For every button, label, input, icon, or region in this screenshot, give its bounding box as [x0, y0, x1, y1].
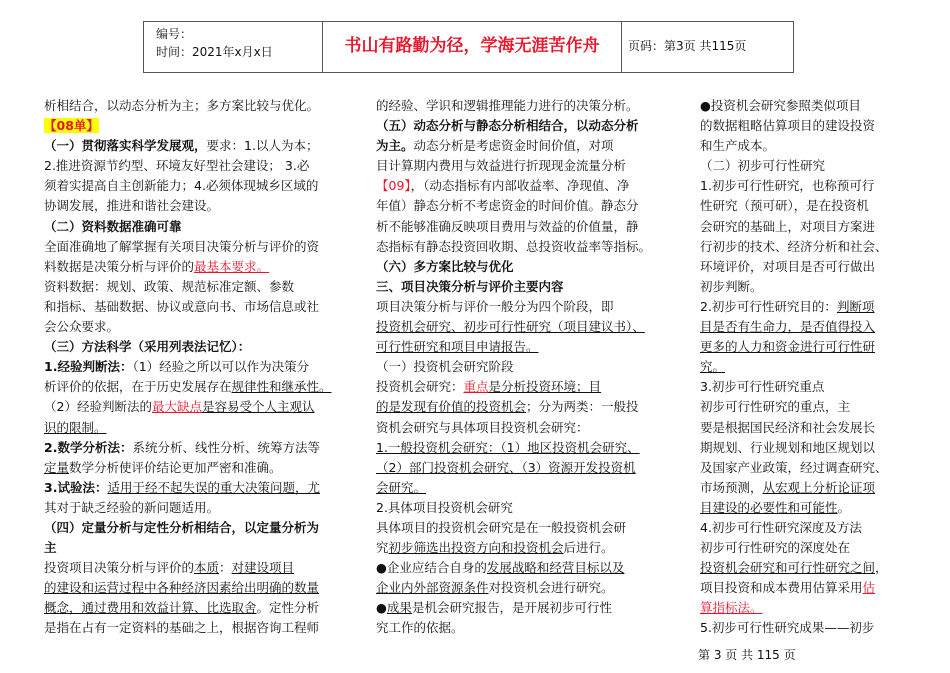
section-heading: （六）多方案比较与优化	[376, 258, 514, 274]
section-heading-cont: 为主。	[376, 138, 414, 154]
text-line: 须着实提高自主创新能力；4.必须体现城乡区域的	[44, 178, 319, 194]
text-line: 2.推进资源节约型、环境友好型社会建设； 3.必	[44, 158, 310, 174]
text-line: 期规划、行业规划和地区规划以	[700, 439, 876, 455]
header-motto: 书山有路勤为径，学海无涯苦作舟	[323, 22, 622, 72]
serial-label: 编号：	[156, 27, 193, 41]
text-line: 是指在占有一定资料的基础之上，根据咨询工程师	[44, 620, 320, 636]
underlined-text: （2）部门投资机会研究、（3）资源开发投资机	[376, 459, 636, 475]
text-line: 性研究（预可研），是在投资机	[700, 198, 869, 214]
underlined-text: 的是发现有价值的投资机会	[376, 399, 527, 415]
text-line: 究工作的依据。	[376, 620, 464, 636]
text-span: （1）经验之所以可以作为决策分	[132, 359, 310, 375]
text-span: ，	[875, 560, 888, 576]
text-line: 行初步的技术、经济分析和社会、	[700, 238, 888, 254]
underlined-text: 判断项	[836, 298, 875, 314]
text-span: ●企业应结合自身的	[376, 560, 487, 576]
underlined-text: 更多的人力和资金进行可行性研	[700, 339, 876, 355]
text-line: 年值）静态分析不考虑资金的时间价值。静态分	[376, 198, 639, 214]
text-span: 料数据是决策分析与评价的	[44, 258, 195, 274]
text-span: 投资机会研究：	[376, 379, 464, 395]
text-span: ：	[219, 560, 232, 576]
column-right	[700, 96, 900, 639]
underlined-text: 投资机会研究和可行性研究之间	[700, 560, 876, 576]
emphasis-text: 最基本要求。	[194, 258, 270, 274]
text-line: 资机会研究与具体项目投资机会研究：	[376, 419, 589, 435]
text-line: 要是根据国民经济和社会发展长	[700, 419, 876, 435]
text-line: 4.初步可行性研究深度及方法	[700, 519, 862, 535]
underlined-text: 发展战略和经营目标以及	[486, 560, 625, 576]
text-line: 会研究的基础上，对项目方案进	[700, 218, 876, 234]
underlined-text: 1.一般投资机会研究：（1）地区投资机会研究、	[376, 439, 640, 455]
emphasis-text: 估	[862, 580, 876, 596]
text-span: ，（动态指标有内部收益率、净现值、净	[410, 178, 630, 194]
text-span: 项目投资和成本费用估算采用	[700, 580, 863, 596]
underlined-text: 概念，通过费用和效益计算、比选取舍	[44, 600, 257, 616]
text-line: 2.具体项目投资机会研究	[376, 499, 513, 515]
header-info	[144, 22, 323, 72]
text-line: 1.初步可行性研究，也称预可行	[700, 178, 875, 194]
section-heading: （三）方法科学（采用列表法记忆）：	[44, 339, 251, 355]
text-span: 市场预测，	[700, 479, 763, 495]
emphasis-text: 重点	[463, 379, 489, 395]
text-span: 数学分析使评价结论更加严密和准确。	[69, 459, 282, 475]
text-line: 的数据粗略估算项目的建设投资	[700, 118, 876, 134]
text-line: 及国家产业政策，经过调查研究、	[700, 459, 888, 475]
text-span: ；分为两类：一般投	[526, 399, 639, 415]
underlined-text: 成果	[386, 600, 412, 616]
text-line: 析相结合，以动态分析为主；多方案比较与优化。	[44, 98, 320, 113]
underlined-text: 是分析投资环境；	[488, 379, 589, 395]
text-line: 具体项目的投资机会研究是在一般投资机会研	[376, 519, 627, 535]
underlined-text: 投资机会研究、初步可行性研究（项目建议书）、	[376, 319, 645, 335]
emphasis-text: 最大缺点	[151, 399, 202, 415]
underlined-text: 目是否有生命力，是否值得投入	[700, 319, 876, 335]
text-line: 初步可行性研究的重点，主	[700, 399, 851, 415]
text-line: 析不能够准确反映项目费用与效益的价值量，静	[376, 218, 639, 234]
exam-tag: 【09】	[376, 178, 411, 194]
text-span: ●	[376, 600, 387, 616]
emphasis-text: 算指标法。	[700, 600, 763, 616]
text-line: （一）投资机会研究阶段	[376, 359, 514, 375]
underlined-text: 定量	[44, 459, 70, 475]
text-span: 投资项目决策分析与评价的	[44, 560, 195, 576]
time-label: 时间：2021年x月x日	[156, 45, 273, 59]
text-line: 3.初步可行性研究重点	[700, 379, 825, 395]
text-line: 的经验、学识和逻辑推理能力进行的决策分析。	[376, 98, 639, 113]
underlined-text: 从宏观上分析论证项	[762, 479, 876, 495]
text-line: 其对于缺乏经验的新问题适用。	[44, 499, 220, 515]
text-span: 是机会研究报告，是开展初步可行性	[411, 600, 612, 616]
section-heading: （二）资料数据准确可靠	[44, 218, 182, 234]
text-span: 。	[837, 499, 851, 515]
text-span: 系统分析、线性分析、统筹方法等	[132, 439, 320, 455]
underlined-text: 究。	[700, 359, 726, 375]
text-line: 环境评价，对项目是否可行做出	[700, 258, 876, 274]
text-span: 后进行。	[563, 540, 614, 556]
text-line: 资料数据：规划、政策、规范标准定额、参数	[44, 278, 295, 294]
section-heading: （四）定量分析与定性分析相结合，以定量分析为	[44, 519, 320, 535]
page-header	[143, 21, 794, 73]
text-span: 动态分析是考虑资金时间价值，对项	[413, 138, 614, 154]
text-line: 项目决策分析与评价一般分为四个阶段，即	[376, 298, 614, 314]
underlined-text: 会研究。	[376, 479, 427, 495]
text-span: 要求：1.以人为本；	[206, 138, 319, 154]
text-span: 析评价的依据，在于历史发展存在	[44, 379, 232, 395]
underlined-text: 适用于经不起失误的重大决策问题，尤	[107, 479, 320, 495]
underlined-text: 目建设的必要性和可能性	[700, 499, 838, 515]
text-line: 会公众要求。	[44, 319, 120, 335]
text-line: 目计算期内费用与效益进行折现现金流量分析	[376, 158, 627, 174]
underlined-text: 的建设和运营过程中各种经济因素给出明确的数量	[44, 580, 320, 596]
underlined-text: 本质	[194, 560, 220, 576]
underlined-text: 初步筛选出投资方向和投资机会	[388, 540, 564, 556]
method-label: 3.试验法：	[44, 479, 108, 495]
method-label: 1.经验判断法：	[44, 359, 133, 375]
text-line: 初步判断。	[700, 278, 763, 294]
exam-tag: 【08单】	[44, 118, 99, 134]
text-line: 初步可行性研究的深度处在	[700, 540, 851, 556]
text-span: 对投资机会进行研究。	[488, 580, 614, 596]
section-heading: 三、项目决策分析与评价主要内容	[376, 278, 564, 294]
method-label: 2.数学分析法：	[44, 439, 133, 455]
section-heading-cont: 主	[44, 540, 57, 556]
underlined-text: 目	[588, 379, 602, 395]
text-line: ●投资机会研究参照类似项目	[700, 98, 861, 113]
header-page-info: 页码：第3页 共115页	[628, 39, 747, 53]
underlined-text: 企业内外部资源条件	[376, 580, 489, 596]
text-span: 2.初步可行性研究目的：	[700, 298, 837, 314]
text-span: 究	[376, 540, 389, 556]
text-line: 态指标有静态投资回收期、总投资收益率等指标。	[376, 238, 652, 254]
underlined-text: 规律性和继承性。	[231, 379, 332, 395]
underlined-text: 对建设项目	[231, 560, 295, 576]
column-middle	[376, 96, 688, 639]
text-line: 全面准确地了解掌握有关项目决策分析与评价的资	[44, 238, 320, 254]
underlined-text: 可行性研究和项目申请报告。	[376, 339, 539, 355]
section-heading: （五）动态分析与静态分析相结合，以动态分析	[376, 118, 639, 134]
text-line: 协调发展，推进和谐社会建设。	[44, 198, 220, 214]
text-line: 5.初步可行性研究成果——初步	[700, 620, 875, 636]
section-heading: （二）初步可行性研究	[700, 158, 826, 174]
text-span: 。定性分析	[256, 600, 320, 616]
text-line: 和指标、基础数据、协议或意向书、市场信息或社	[44, 298, 320, 314]
section-heading: （一）贯彻落实科学发展观，	[44, 138, 207, 154]
underlined-text: 识的限制。	[44, 419, 107, 435]
underlined-text: 是容易受个人主观认	[201, 399, 315, 415]
text-line: 和生产成本。	[700, 138, 776, 154]
text-span: （2）经验判断法的	[44, 399, 152, 415]
page-footer: 第 3 页 共 115 页	[698, 648, 796, 662]
column-left	[44, 96, 362, 639]
